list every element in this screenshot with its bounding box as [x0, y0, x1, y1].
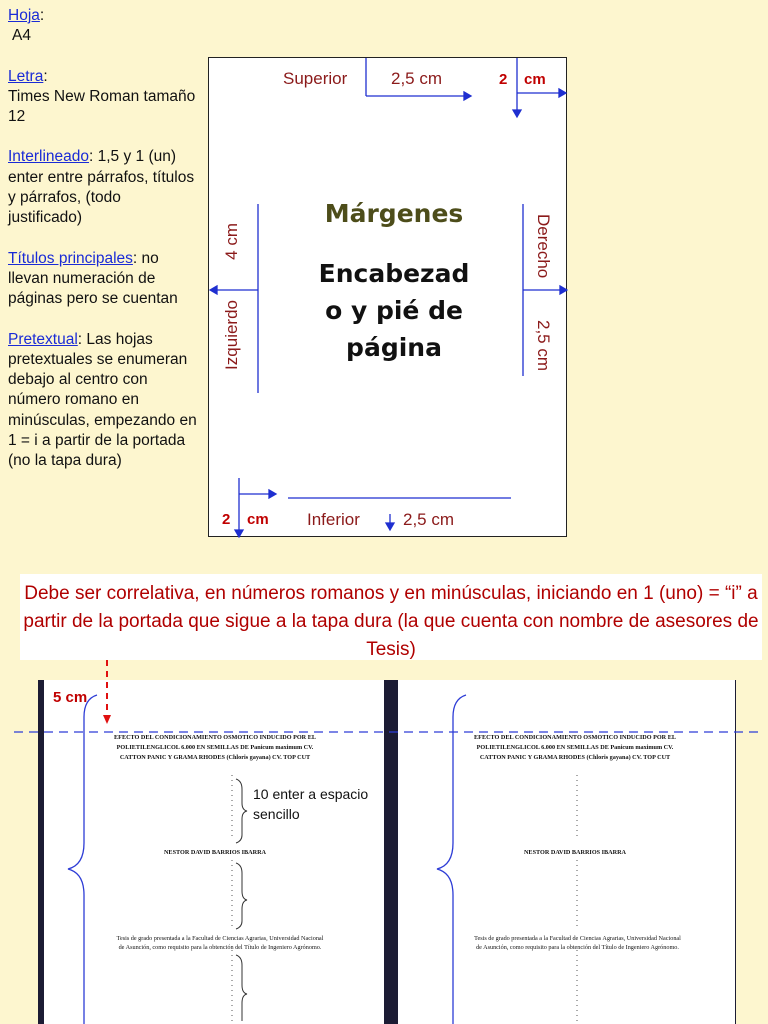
title-line-1: EFECTO DEL CONDICIONAMIENTO OSMOTICO INDUCIDO POR EL [114, 734, 316, 741]
thesis-title-right [450, 733, 700, 763]
interlineado-value: : 1,5 y 1 (un) enter entre párrafos, títulos y párrafos, (todo justificado) [8, 148, 195, 227]
subtitle-line-2: o y pié de [325, 296, 463, 325]
hoja-link[interactable]: Hoja [8, 7, 40, 24]
inferior-label: Inferior [307, 510, 360, 529]
purpose-line-1: Tesis de grado presentada a la Facultad de Ciencias Agrarias, Universidad Nacional [116, 935, 324, 942]
letra-link[interactable]: Letra [8, 67, 44, 85]
thesis-title-left [90, 733, 340, 763]
margins-subtitle [269, 255, 519, 366]
superior-value: 2,5 cm [391, 69, 443, 88]
header-unit: cm [524, 71, 546, 88]
title-line-3: CATTON PANIC Y GRAMA RHODES (Chloris gayana) CV. TOP CUT [479, 754, 671, 761]
purpose-line-2: de Asunción, como requisito para la obtención del Título de Ingeniero Agrónomo. [118, 944, 322, 951]
derecho-label: Derecho [534, 214, 553, 279]
thesis-annotations [0, 655, 768, 1024]
footer-unit: cm [247, 511, 269, 528]
interlineado-link[interactable]: Interlineado [8, 148, 90, 166]
top-margin-label: 5 cm [53, 689, 88, 706]
left-notes: Hoja: A4 Letra: Times New Roman tamaño 12 Interlineado: 1,5 y 1 (un) enter entre párrafos, títulos y párrafos, (todo justificado) Títulos principales: no llevan numeración de páginas pero se cuentan Pretextual: Las hojas pretextuales se enumeran debajo al centro con número romano en minúsculas, empezando en 1 = i a partir de la portada (no la tapa dura) [8, 7, 197, 470]
purpose-line-2: de Asunción, como requisito para la obtención del Título de Ingeniero Agrónomo. [476, 944, 679, 951]
thesis-purpose-right [445, 934, 710, 952]
pretextual-value: : Las hojas pretextuales se enumeran debajo al centro con número romano en minúsculas, empezando en 1 = i a partir de la portada (no la tapa dura) [8, 330, 197, 470]
thesis-purpose-left [90, 934, 350, 952]
title-line-2: POLIETILENGLICOL 6.000 EN SEMILLAS DE Panicum maximum CV. [116, 744, 314, 751]
subtitle-line-1: Encabezad [318, 259, 470, 288]
title-line-2: POLIETILENGLICOL 6.000 EN SEMILLAS DE Panicum maximum CV. [476, 744, 674, 751]
purpose-line-1: Tesis de grado presentada a la Facultad de Ciencias Agrarias, Universidad Nacional [474, 935, 681, 942]
spacing-note: 10 enter a espacio sencillo [253, 786, 369, 822]
footer-num: 2 [222, 511, 231, 528]
title-line-3: CATTON PANIC Y GRAMA RHODES (Chloris gayana) CV. TOP CUT [119, 754, 311, 761]
margins-title: Márgenes [324, 199, 464, 228]
superior-label: Superior [283, 69, 348, 88]
izquierdo-label: Izquierdo [222, 300, 241, 370]
margins-diagram [208, 57, 567, 537]
titulos-link[interactable]: Títulos principales [8, 249, 133, 267]
derecho-value: 2,5 cm [534, 320, 553, 372]
titulos-value: : no llevan numeración de páginas pero se cuentan [8, 249, 178, 308]
thesis-author-left: NESTOR DAVID BARRIOS IBARRA [163, 849, 267, 856]
inferior-value: 2,5 cm [403, 510, 455, 529]
header-num: 2 [499, 71, 508, 88]
title-line-1: EFECTO DEL CONDICIONAMIENTO OSMOTICO INDUCIDO POR EL [474, 734, 676, 741]
hoja-value: A4 [12, 27, 31, 45]
subtitle-line-3: página [346, 333, 442, 362]
pretextual-link[interactable]: Pretextual [8, 330, 78, 348]
izquierdo-value: 4 cm [222, 223, 241, 260]
letra-value: Times New Roman tamaño 12 [8, 87, 196, 126]
thesis-author-right: NESTOR DAVID BARRIOS IBARRA [523, 849, 627, 856]
numbering-note: Debe ser correlativa, en números romanos y en minúsculas, iniciando en 1 (uno) = “i” a partir de la portada que sigue a la tapa dura (la que cuenta con nombre de asesores de Tesis) [20, 574, 762, 660]
